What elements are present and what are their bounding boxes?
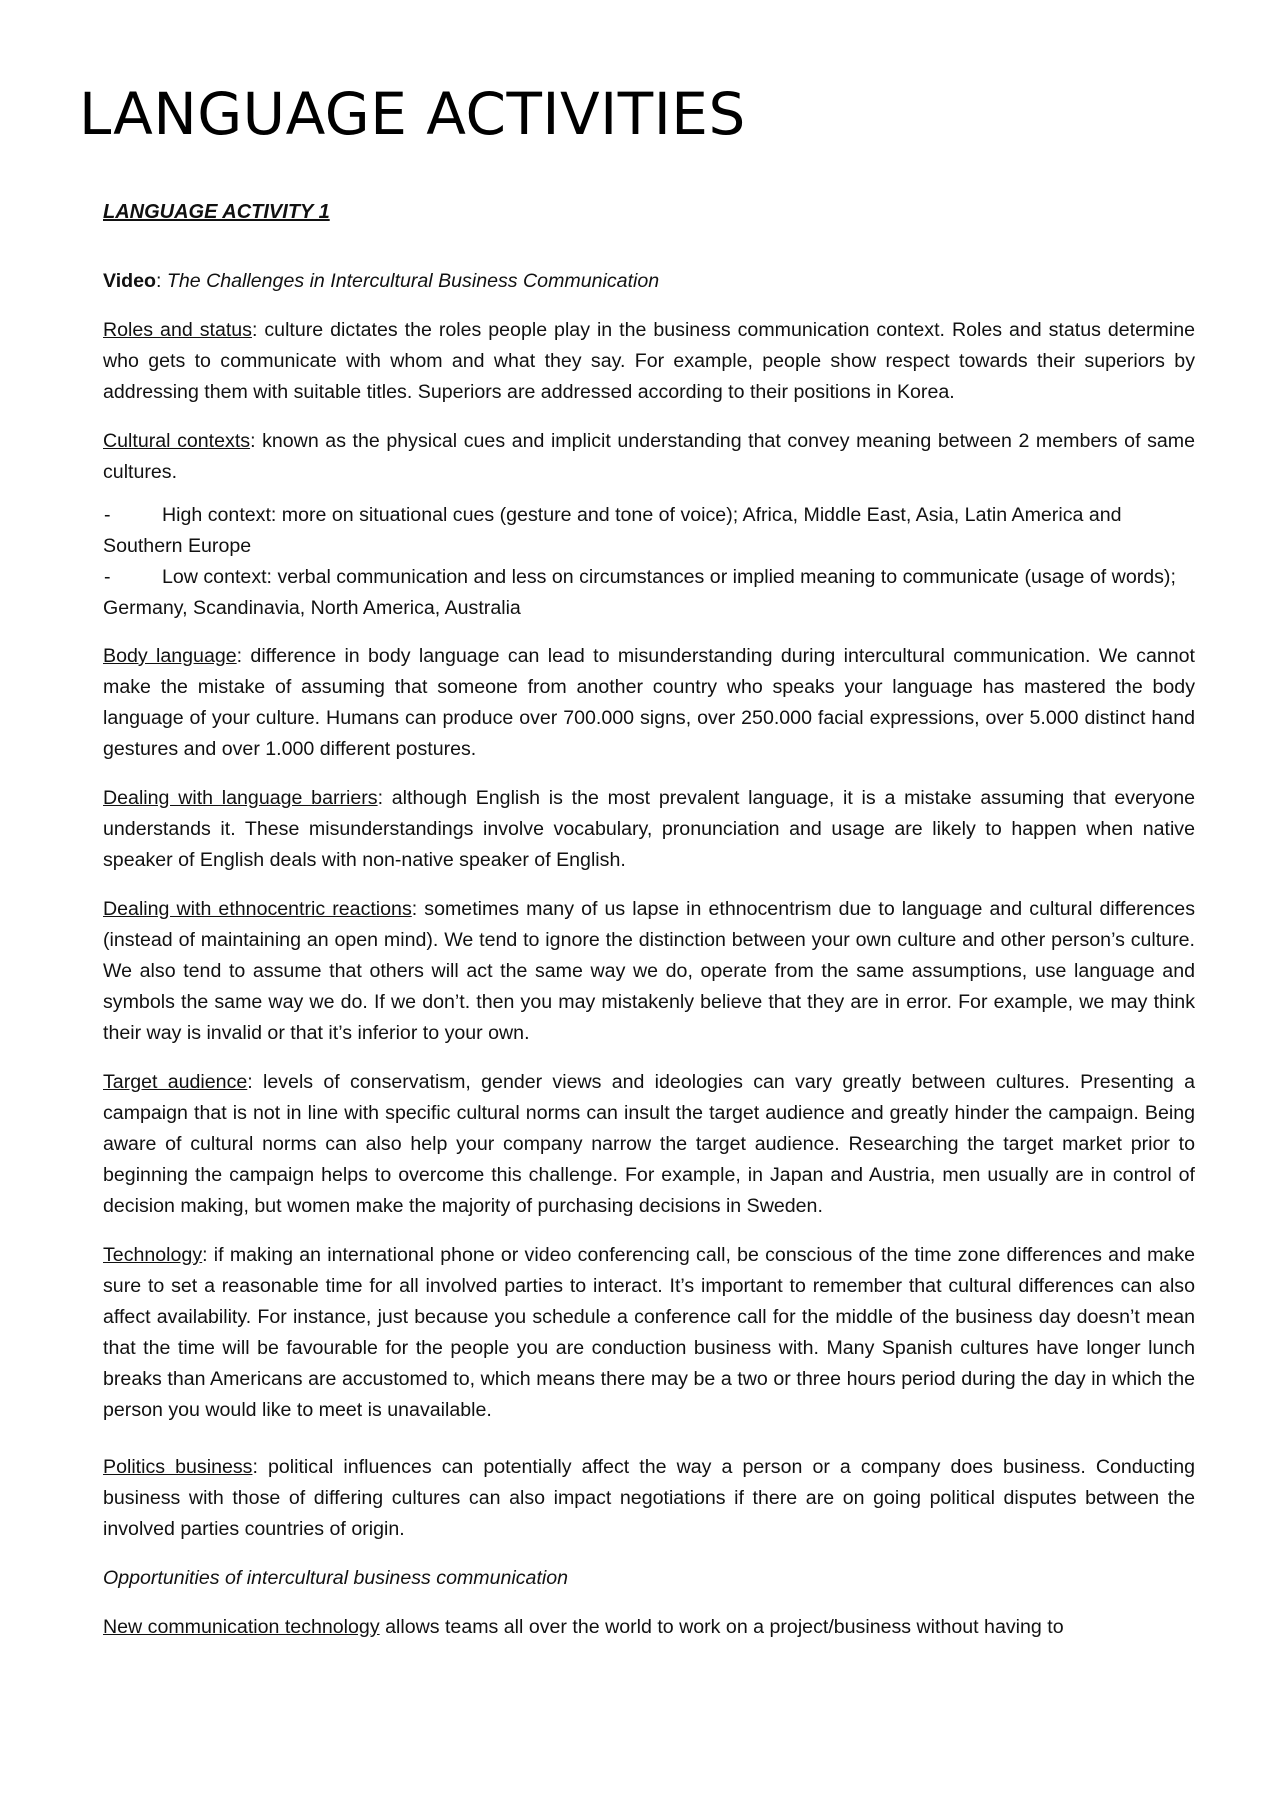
term-technology: Technology (103, 1244, 203, 1266)
term-cultural-contexts: Cultural contexts (103, 430, 251, 452)
video-line (103, 266, 1195, 297)
term-roles-and-status: Roles and status (103, 319, 252, 341)
video-separator: : (156, 270, 167, 292)
term-new-technology: New communication technology (103, 1616, 380, 1638)
bullet-low-context (103, 562, 1195, 624)
paragraph-target-audience (103, 1067, 1195, 1222)
bullet-text: Low context: verbal communication and less on circumstances or implied meaning to communicate (usage of words); Germany, Scandinavia, North America, Australia (103, 566, 1176, 619)
text-cultural-contexts: : known as the physical cues and implicit understanding that convey meaning between 2 members of same cultures. (103, 430, 1195, 483)
paragraph-roles-and-status (103, 315, 1195, 408)
video-title: The Challenges in Intercultural Business Communication (166, 270, 660, 292)
bullet-high-context (103, 500, 1195, 562)
term-language-barriers: Dealing with language barriers (103, 787, 378, 809)
text-body-language: : difference in body language can lead to misunderstanding during intercultural communication. We cannot make the mistake of assuming that someone from another country who speaks your language has mastered the body language of your culture. Humans can produce over 700.000 signs, over 250.000 facial expressions, over 5.000 distinct hand gestures and over 1.000 different postures. (103, 645, 1195, 760)
paragraph-politics-business (103, 1452, 1195, 1545)
text-technology: : if making an international phone or video conferencing call, be conscious of the time zone differences and make sure to set a reasonable time for all involved parties to interact. It’s important to remember that cultural differences can also affect availability. For instance, just because you schedule a conference call for the middle of the business day doesn’t mean that the time will be favourable for the people you are conduction business with. Many Spanish cultures have longer lunch breaks than Americans are accustomed to, which means there may be a two or three hours period during the day in which the person you would like to meet is unavailable. (103, 1244, 1195, 1421)
bullet-text: High context: more on situational cues (gesture and tone of voice); Africa, Middle East, Asia, Latin America and Southern Europe (103, 504, 1122, 557)
bullet-marker: - (104, 566, 111, 588)
video-label: Video (103, 270, 156, 292)
paragraph-body-language (103, 641, 1195, 765)
paragraph-technology (103, 1240, 1195, 1426)
document-body (103, 196, 1195, 1661)
paragraph-language-barriers (103, 783, 1195, 876)
term-target-audience: Target audience (103, 1071, 248, 1093)
paragraph-cultural-contexts (103, 426, 1195, 488)
text-roles-and-status: : culture dictates the roles people play in the business communication context. Roles and status determine who gets to communicate with whom and what they say. For example, people show respect towards their superiors by addressing them with suitable titles. Superiors are addressed according to their positions in Korea. (103, 319, 1196, 403)
bullet-marker: - (104, 504, 111, 526)
paragraph-ethnocentric-reactions (103, 894, 1195, 1049)
document-title: LANGUAGE ACTIVITIES (79, 80, 746, 148)
text-target-audience: : levels of conservatism, gender views and ideologies can vary greatly between cultures. Presenting a campaign that is not in line with specific cultural norms can insult the target audience and greatly hinder the campaign. Being aware of cultural norms can also help your company narrow the target audience. Researching the target market prior to beginning the campaign helps to overcome this challenge. For example, in Japan and Austria, men usually are in control of decision making, but women make the majority of purchasing decisions in Sweden. (103, 1071, 1195, 1217)
activity-heading: LANGUAGE ACTIVITY 1 (103, 201, 330, 223)
context-bullet-list (103, 500, 1195, 624)
opportunities-heading: Opportunities of intercultural business communication (103, 1567, 569, 1589)
text-politics-business: : political influences can potentially affect the way a person or a company does business. Conducting business with those of differing cultures can also impact negotiations if there are on going political disputes between the involved parties countries of origin. (103, 1456, 1195, 1540)
term-ethnocentric-reactions: Dealing with ethnocentric reactions (103, 898, 412, 920)
text-ethnocentric-reactions: : sometimes many of us lapse in ethnocentrism due to language and cultural differences (instead of maintaining an open mind). We tend to ignore the distinction between your own culture and other person’s culture. We also tend to assume that others will act the same way we do, operate from the same assumptions, use language and symbols the same way we do. If we don’t. then you may mistakenly believe that they are in error. For example, we may think their way is invalid or that it’s inferior to your own. (103, 898, 1195, 1044)
text-language-barriers: : although English is the most prevalent language, it is a mistake assuming that everyone understands it. These misunderstandings involve vocabulary, pronunciation and usage are likely to happen when native speaker of English deals with non-native speaker of English. (103, 787, 1195, 871)
term-politics-business: Politics business (103, 1456, 253, 1478)
paragraph-new-technology (103, 1612, 1195, 1643)
text-new-technology: allows teams all over the world to work on a project/business without having to (379, 1616, 1064, 1638)
term-body-language: Body language (103, 645, 237, 667)
